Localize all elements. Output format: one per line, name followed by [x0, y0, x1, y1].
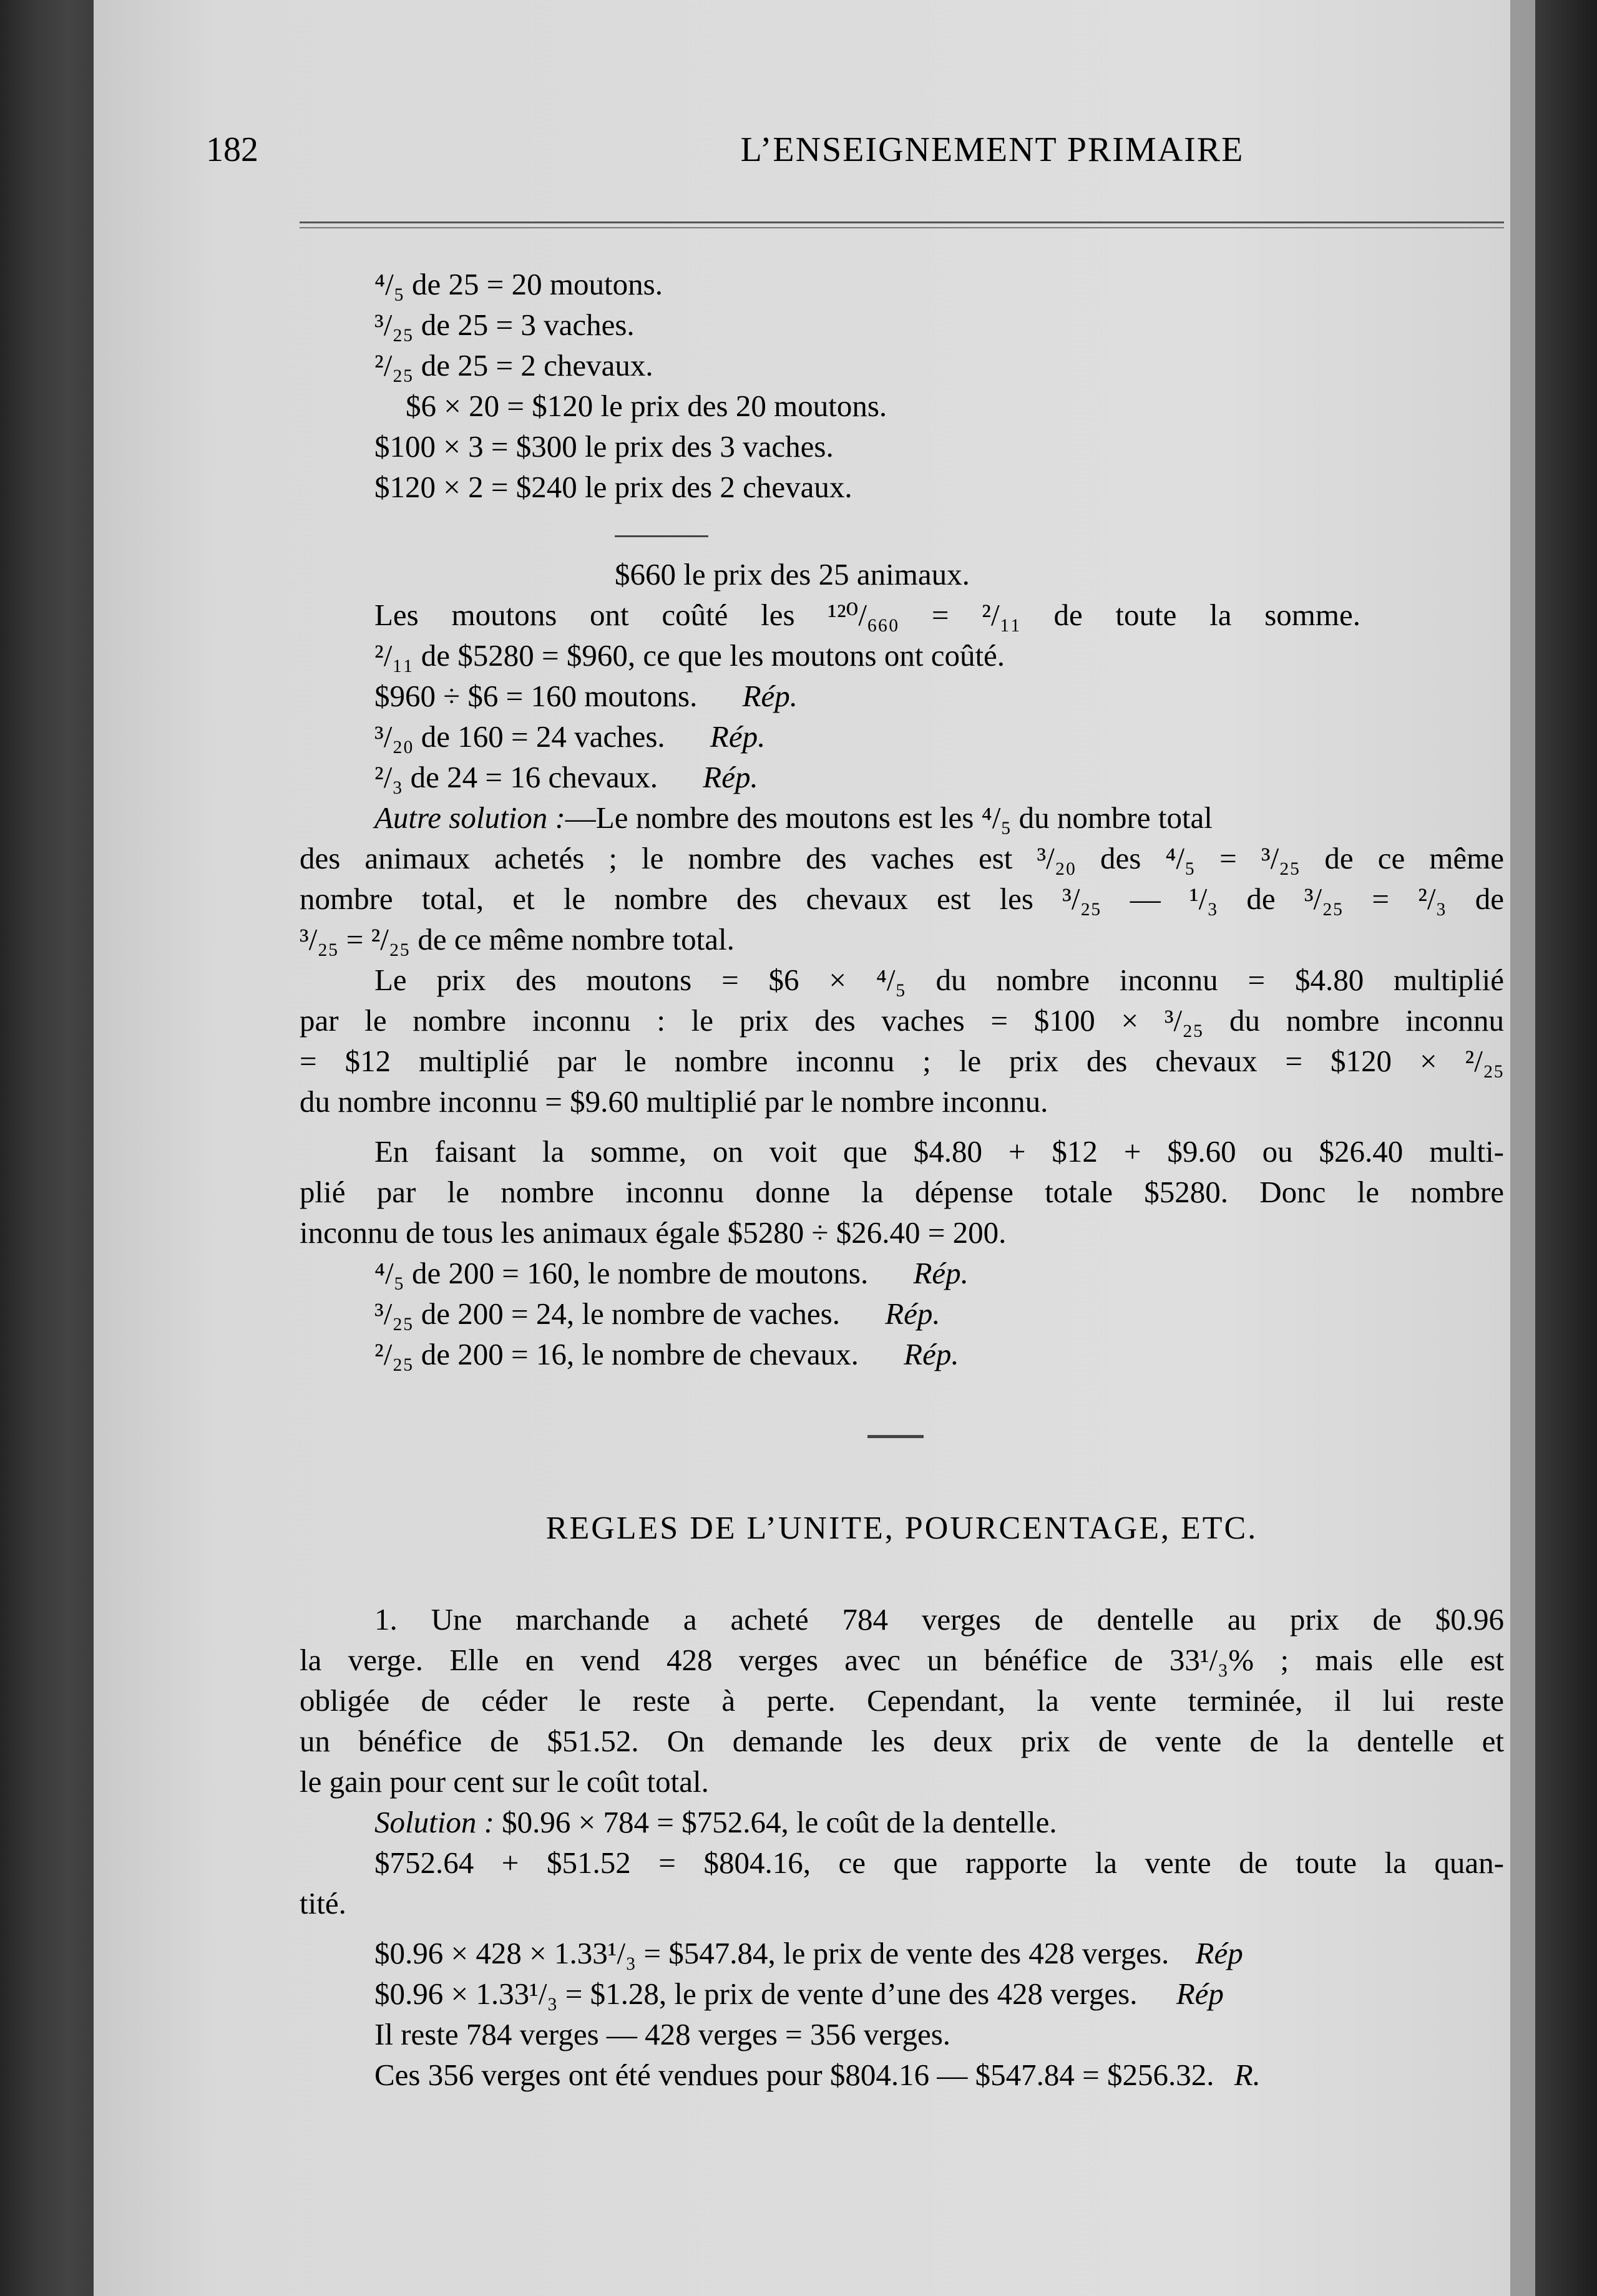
text-line: [374, 1975, 1504, 2013]
text-line: tité.: [300, 1886, 346, 1920]
text-span: $0.96 × 1.33¹/₃ = $1.28, le prix de vente d’une des 428 verges.: [374, 1977, 1138, 2011]
text-line: [374, 2056, 1504, 2094]
text-line: $6 × 20 = $120 le prix des 20 moutons.: [406, 389, 887, 423]
text-span: —Le nombre des moutons est les ⁴/₅ du nombre total: [565, 800, 1213, 835]
text-line: un bénéfice de $51.52. On demande les deux prix de vente de la dentelle et: [300, 1724, 1504, 1758]
answer-mark: Rép.: [742, 679, 798, 713]
text-line: $660 le prix des 25 animaux.: [615, 557, 970, 591]
page-edge: [1510, 0, 1535, 2296]
text-span: ³/₂₀ de 160 = 24 vaches.: [374, 719, 665, 754]
alt-solution-label: Autre solution :: [374, 800, 565, 835]
text-line: $752.64 + $51.52 = $804.16, ce que rapporte la vente de toute la quan-: [374, 1846, 1504, 1880]
running-title: L’ENSEIGNEMENT PRIMAIRE: [740, 130, 1244, 169]
text-line: [374, 1254, 969, 1293]
text-line: ³/₂₅ de 25 = 3 vaches.: [374, 308, 635, 342]
text-line: [374, 718, 765, 756]
text-line: $120 × 2 = $240 le prix des 2 chevaux.: [374, 470, 852, 504]
text-line: la verge. Elle en vend 428 verges avec un bénéfice de 33¹/₃% ; mais elle est: [300, 1643, 1504, 1677]
text-line: [374, 1335, 959, 1374]
text-span: $0.96 × 428 × 1.33¹/₃ = $547.84, le prix de vente des 428 verges.: [374, 1936, 1170, 1970]
text-line: [374, 799, 1504, 837]
text-line: nombre total, et le nombre des chevaux est les ³/₂₅ — ¹/₃ de ³/₂₅ = ²/₃ de: [300, 882, 1504, 916]
solution-label: Solution :: [374, 1805, 494, 1839]
header-rule-thin: [300, 227, 1504, 228]
text-line: inconnu de tous les animaux égale $5280 ÷ $26.40 = 200.: [300, 1215, 1007, 1250]
answer-mark: Rép.: [904, 1337, 959, 1371]
answer-mark: Rép.: [703, 760, 758, 794]
text-span: ⁴/₅ de 200 = 160, le nombre de moutons.: [374, 1256, 869, 1290]
text-line: [374, 677, 798, 716]
answer-mark: Rép: [1176, 1977, 1224, 2011]
page-number: 182: [206, 130, 258, 169]
text-span: $960 ÷ $6 = 160 moutons.: [374, 679, 698, 713]
page-header: [206, 130, 1510, 180]
section-title: REGLES DE L’UNITE, POURCENTAGE, ETC.: [545, 1510, 1258, 1546]
scan-border: [1535, 0, 1597, 2296]
answer-mark: Rép: [1195, 1936, 1243, 1970]
text-line: du nombre inconnu = $9.60 multiplié par le nombre inconnu.: [300, 1084, 1048, 1119]
text-line: ⁴/₅ de 25 = 20 moutons.: [374, 267, 663, 301]
text-line: des animaux achetés ; le nombre des vaches est ³/₂₀ des ⁴/₅ = ³/₂₅ de ce même: [300, 841, 1504, 875]
text-line: ²/₁₁ de $5280 = $960, ce que les moutons ont coûté.: [374, 638, 1005, 673]
text-span: $0.96 × 784 = $752.64, le coût de la dentelle.: [494, 1805, 1057, 1839]
sum-rule: [615, 535, 708, 537]
text-line: Le prix des moutons = $6 × ⁴/₅ du nombre inconnu = $4.80 multiplié: [374, 963, 1504, 997]
text-line: le gain pour cent sur le coût total.: [300, 1764, 709, 1799]
text-span: ²/₂₅ de 200 = 16, le nombre de chevaux.: [374, 1337, 859, 1371]
text-line: [374, 1934, 1504, 1973]
section-divider: [867, 1435, 924, 1438]
text-line: ³/₂₅ = ²/₂₅ de ce même nombre total.: [300, 922, 735, 956]
answer-mark: Rép.: [885, 1296, 940, 1331]
text-line: [374, 758, 758, 797]
header-rule: [300, 221, 1504, 223]
text-line: [374, 1295, 940, 1333]
text-line: Il reste 784 verges — 428 verges = 356 verges.: [374, 2017, 951, 2051]
answer-mark: Rép.: [710, 719, 766, 754]
text-line: Les moutons ont coûté les ¹²⁰/₆₆₀ = ²/₁₁ de toute la somme.: [374, 598, 1360, 632]
answer-mark: R.: [1234, 2058, 1261, 2092]
text-line: plié par le nombre inconnu donne la dépense totale $5280. Donc le nombre: [300, 1175, 1504, 1209]
text-span: ²/₃ de 24 = 16 chevaux.: [374, 760, 658, 794]
text-line: = $12 multiplié par le nombre inconnu ; le prix des chevaux = $120 × ²/₂₅: [300, 1044, 1504, 1078]
text-line: 1. Une marchande a acheté 784 verges de dentelle au prix de $0.96: [374, 1602, 1504, 1637]
text-line: [374, 1803, 1057, 1842]
answer-mark: Rép.: [913, 1256, 969, 1290]
text-line: par le nombre inconnu : le prix des vaches = $100 × ³/₂₅ du nombre inconnu: [300, 1003, 1504, 1038]
text-line: obligée de céder le reste à perte. Cependant, la vente terminée, il lui reste: [300, 1683, 1504, 1718]
text-span: Ces 356 verges ont été vendues pour $804.16 — $547.84 = $256.32.: [374, 2058, 1214, 2092]
text-line: $100 × 3 = $300 le prix des 3 vaches.: [374, 429, 834, 464]
text-line: ²/₂₅ de 25 = 2 chevaux.: [374, 348, 653, 382]
text-span: ³/₂₅ de 200 = 24, le nombre de vaches.: [374, 1296, 840, 1331]
text-line: En faisant la somme, on voit que $4.80 + $12 + $9.60 ou $26.40 multi-: [374, 1134, 1504, 1169]
